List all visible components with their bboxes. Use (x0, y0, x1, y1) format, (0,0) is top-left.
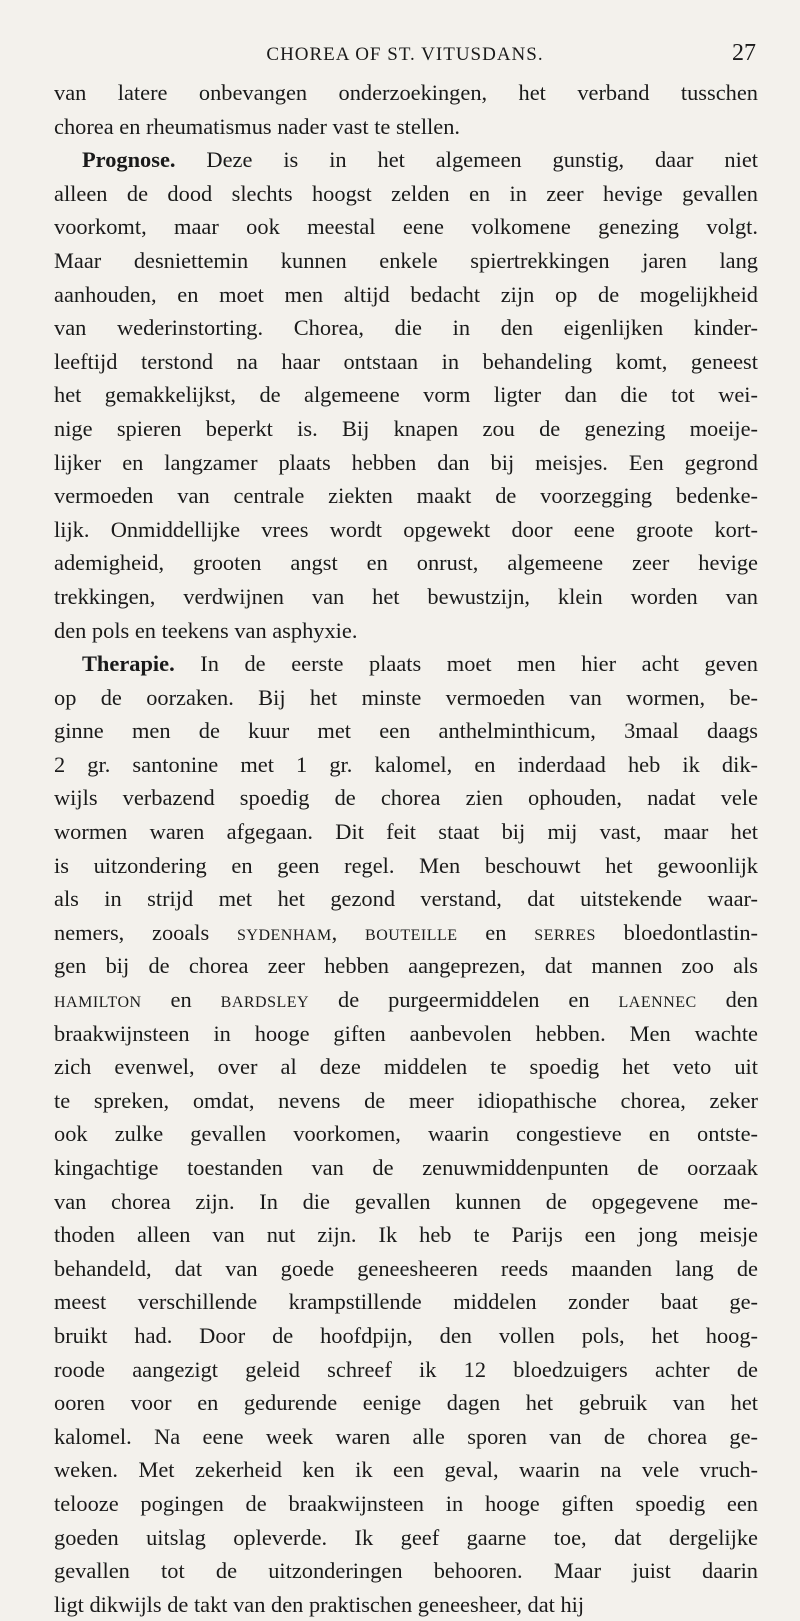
text-line (54, 714, 758, 748)
text-run: aanhouden, en moet men altijd bedacht zijn op de mogelijkheid (54, 281, 758, 307)
body-text (54, 76, 758, 1621)
text-run: chorea en rheumatismus nader vast te stellen. (54, 113, 460, 139)
text-run: ook zulke gevallen voorkomen, waarin congestieve en ontste- (54, 1121, 758, 1147)
text-run: ademigheid, grooten angst en onrust, algemeene zeer hevige (54, 550, 758, 576)
text-run: zich evenwel, over al deze middelen te spoedig het veto uit (54, 1054, 758, 1080)
text-run: bloedontlastin- (595, 919, 758, 945)
text-line (54, 1353, 758, 1387)
text-line (54, 681, 758, 715)
text-run: Maar desniettemin kunnen enkele spiertrekkingen jaren lang (54, 247, 758, 273)
text-line (54, 949, 758, 983)
text-run: braakwijnsteen in hooge giften aanbevolen hebben. Men wachte (54, 1020, 758, 1046)
text-run: gen bij de chorea zeer hebben aangeprezen, dat mannen zoo als (54, 953, 758, 979)
text-run: van latere onbevangen onderzoekingen, het verband tusschen (54, 80, 758, 105)
text-run: Deze is in het algemeen gunstig, daar niet (175, 147, 758, 173)
text-run: wijls verbazend spoedig de chorea zien ophouden, nadat vele (54, 785, 758, 811)
text-run: wormen waren afgegaan. Dit feit staat bij mij vast, maar het (54, 819, 758, 845)
text-run: 2 gr. santonine met 1 gr. kalomel, en inderdaad heb ik dik- (54, 751, 758, 777)
text-line (54, 1252, 758, 1286)
paragraph (54, 647, 758, 1621)
text-line (54, 479, 758, 513)
text-line (54, 1218, 758, 1252)
text-run: nemers, zooals (54, 919, 237, 945)
text-run: den (696, 987, 758, 1013)
cited-name: hamilton (54, 987, 142, 1013)
text-line (54, 177, 758, 211)
text-run: gevallen tot de uitzonderingen behooren. Maar juist daarin (54, 1558, 758, 1584)
text-run: trekkingen, verdwijnen van het bewustzijn, klein worden van (54, 583, 758, 609)
text-line (54, 412, 758, 446)
text-line (54, 1151, 758, 1185)
cited-name: bouteille (365, 919, 458, 945)
text-line (54, 110, 758, 144)
text-run: ooren voor en gedurende eenige dagen het gebruik van het (54, 1390, 758, 1416)
text-line (54, 1420, 758, 1454)
text-run: meest verschillende krampstillende middelen zonder baat ge- (54, 1289, 758, 1315)
text-run: het gemakkelijkst, de algemeene vorm ligter dan die tot wei- (54, 382, 758, 408)
text-run: ginne men de kuur met een anthelminthicum, 3maal daags (54, 718, 758, 744)
cited-name: bardsley (220, 987, 310, 1013)
text-run: ligt dikwijls de takt van den praktischen geneesheer, dat hij (54, 1591, 585, 1617)
text-line (54, 614, 758, 648)
text-run: en (457, 919, 535, 945)
text-line (54, 983, 758, 1017)
text-line (54, 1588, 758, 1621)
text-run: behandeld, dat van goede geneesheeren reeds maanden lang de (54, 1255, 758, 1281)
text-run: te spreken, omdat, nevens de meer idiopathische chorea, zeker (54, 1087, 758, 1113)
text-line (54, 647, 758, 681)
text-line (54, 378, 758, 412)
paragraph (54, 143, 758, 647)
text-run: alleen de dood slechts hoogst zelden en in zeer hevige gevallen (54, 180, 758, 206)
running-header (54, 40, 756, 70)
paragraph (54, 76, 758, 143)
text-run: vermoeden van centrale ziekten maakt de voorzegging bedenke- (54, 483, 758, 509)
running-title: CHOREA OF ST. VITUSDANS. (266, 44, 544, 65)
text-run: roode aangezigt geleid schreef ik 12 bloedzuigers achter de (54, 1356, 758, 1382)
text-line (54, 1084, 758, 1118)
text-run: de purgeermiddelen en (309, 987, 619, 1013)
cited-name: sydenham (237, 919, 332, 945)
text-line (54, 143, 758, 177)
text-line (54, 546, 758, 580)
text-line (54, 580, 758, 614)
text-line (54, 1050, 758, 1084)
text-run: kingachtige toestanden van de zenuwmiddenpunten de oorzaak (54, 1155, 758, 1180)
text-run: leeftijd terstond na haar ontstaan in behandeling komt, geneest (54, 348, 758, 374)
text-line (54, 849, 758, 883)
cited-name: serres (534, 919, 596, 945)
text-run: In de eerste plaats moet men hier acht geven (174, 651, 758, 677)
text-line (54, 1285, 758, 1319)
text-line (54, 345, 758, 379)
text-run: lijk. Onmiddellijke vrees wordt opgewekt door eene groote kort- (54, 516, 758, 542)
text-line (54, 815, 758, 849)
text-line (54, 1386, 758, 1420)
text-run: op de oorzaken. Bij het minste vermoeden van wormen, be- (54, 684, 758, 710)
text-run: voorkomt, maar ook meestal eene volkomene genezing volgt. (54, 214, 758, 240)
text-line (54, 1017, 758, 1051)
text-run: is uitzondering en geen regel. Men beschouwt het gewoonlijk (54, 852, 758, 878)
text-line (54, 1319, 758, 1353)
text-line (54, 916, 758, 950)
page-number: 27 (732, 40, 756, 66)
text-line (54, 278, 758, 312)
text-line (54, 748, 758, 782)
text-run: als in strijd met het gezond verstand, dat uitstekende waar- (54, 886, 758, 912)
text-line (54, 1521, 758, 1555)
section-heading: Prognose. (82, 147, 176, 173)
section-heading: Therapie. (82, 651, 175, 677)
text-line (54, 781, 758, 815)
text-run: kalomel. Na eene week waren alle sporen van de chorea ge- (54, 1423, 758, 1449)
text-line (54, 210, 758, 244)
text-line (54, 1487, 758, 1521)
text-run: en (141, 987, 221, 1013)
text-line (54, 1117, 758, 1151)
text-line (54, 311, 758, 345)
text-line (54, 882, 758, 916)
text-run: thoden alleen van nut zijn. Ik heb te Parijs een jong meisje (54, 1222, 758, 1248)
text-line (54, 1185, 758, 1219)
text-line (54, 1554, 758, 1588)
text-line (54, 446, 758, 480)
text-run: lijker en langzamer plaats hebben dan bij meisjes. Een gegrond (54, 449, 758, 475)
text-line (54, 1453, 758, 1487)
text-run: van chorea zijn. In die gevallen kunnen de opgegevene me- (54, 1188, 758, 1214)
text-run: goeden uitslag opleverde. Ik geef gaarne toe, dat dergelijke (54, 1524, 758, 1550)
text-run: van wederinstorting. Chorea, die in den eigenlijken kinder- (54, 315, 758, 341)
text-run: weken. Met zekerheid ken ik een geval, waarin na vele vruch- (54, 1457, 758, 1483)
text-line (54, 76, 758, 110)
text-line (54, 244, 758, 278)
text-run: , (331, 919, 366, 945)
text-run: den pols en teekens van asphyxie. (54, 617, 358, 643)
cited-name: laennec (618, 987, 697, 1013)
text-run: nige spieren beperkt is. Bij knapen zou de genezing moeije- (54, 415, 758, 441)
text-line (54, 513, 758, 547)
text-run: telooze pogingen de braakwijnsteen in hooge giften spoedig een (54, 1490, 758, 1516)
text-run: bruikt had. Door de hoofdpijn, den vollen pols, het hoog- (54, 1322, 758, 1348)
